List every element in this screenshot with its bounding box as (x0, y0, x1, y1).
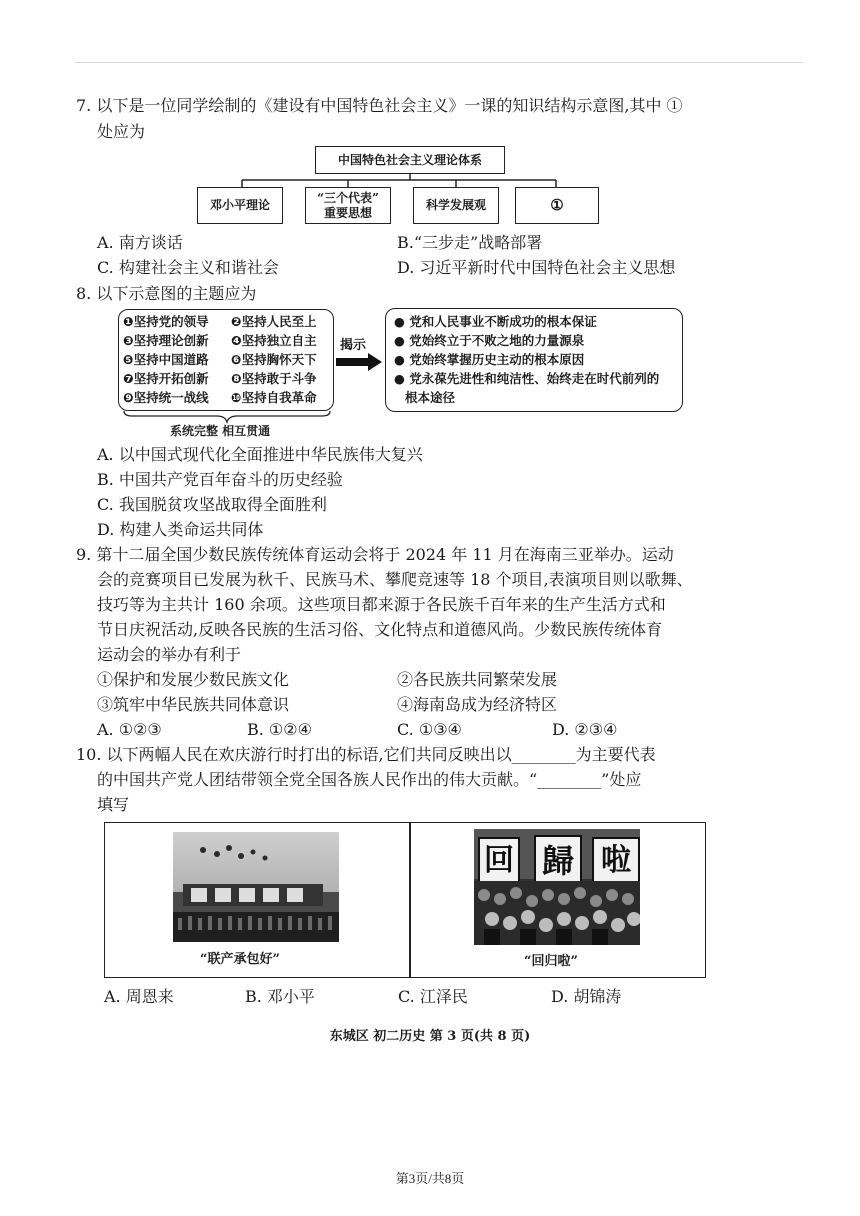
q8-item-6: ❻坚持胸怀天下 (231, 352, 317, 367)
q7-stem-line2: 处应为 (97, 122, 146, 141)
q7-option-b[interactable]: B.“三步走”战略部署 (397, 233, 543, 252)
q8-item-7: ❼坚持开拓创新 (123, 371, 209, 386)
q7-box-blank: ① (515, 187, 599, 224)
q9-stem-line4: 节日庆祝活动,反映各民族的生活习俗、文化特点和道德风尚。少数民族传统体育 (97, 620, 663, 639)
q9-option-b[interactable]: B. ①②④ (247, 720, 312, 739)
page-footer: 东城区 初二历史 第 3 页(共 8 页) (329, 1029, 531, 1044)
q10-photo-1 (173, 832, 339, 942)
q10-photo-2-caption: “回归啦” (524, 954, 578, 969)
q8-item-9: ❾坚持统一战线 (123, 390, 209, 405)
q8-option-c[interactable]: C. 我国脱贫攻坚战取得全面胜利 (97, 495, 327, 514)
q9-item-4: ④海南岛成为经济特区 (397, 695, 558, 714)
q7-box-deng: 邓小平理论 (197, 187, 283, 224)
q7-box-three-represents-l1: “三个代表” (317, 190, 379, 205)
q10-photo-2-crowd (474, 881, 640, 945)
q8-item-4: ❹坚持独立自主 (231, 333, 317, 348)
q10-photo-1-caption: “联产承包好” (200, 952, 280, 967)
q9-option-a[interactable]: A. ①②③ (97, 720, 162, 739)
q10-stem-line3: 填写 (97, 795, 130, 814)
q8-right-item-3: ● 党始终掌握历史主动的根本原因 (394, 352, 585, 367)
q9-option-c[interactable]: C. ①③④ (397, 720, 462, 739)
q7-diagram-top-box: 中国特色社会主义理论体系 (315, 146, 505, 174)
q8-stem: 8. 以下示意图的主题应为 (76, 284, 257, 303)
q10-option-b[interactable]: B. 邓小平 (245, 987, 315, 1006)
q7-box-scientific: 科学发展观 (413, 187, 499, 224)
q8-item-1: ❶坚持党的领导 (123, 314, 209, 329)
q9-stem-line5: 运动会的举办有利于 (97, 645, 242, 664)
q8-left-caption: 系统完整 相互贯通 (170, 424, 271, 438)
q9-item-1: ①保护和发展少数民族文化 (97, 670, 290, 689)
arrow-right-icon (336, 352, 384, 372)
q9-stem-line1: 9. 第十二届全国少数民族传统体育运动会将于 2024 年 11 月在海南三亚举办。运动 (76, 545, 674, 564)
q8-option-b[interactable]: B. 中国共产党百年奋斗的历史经验 (97, 470, 343, 489)
q8-option-d[interactable]: D. 构建人类命运共同体 (97, 520, 264, 539)
q10-photo-2-banner-3: 啦 (592, 837, 640, 885)
q7-box-three-represents-l2: 重要思想 (323, 205, 372, 220)
q7-option-c[interactable]: C. 构建社会主义和谐社会 (97, 258, 279, 277)
q7-option-d[interactable]: D. 习近平新时代中国特色社会主义思想 (397, 258, 676, 277)
q8-item-2: ❷坚持人民至上 (231, 314, 317, 329)
q9-stem-line2: 会的竞赛项目已发展为秋千、民族马术、攀爬竞速等 18 个项目,表演项目则以歌舞、 (97, 570, 693, 589)
q10-stem-line1: 10. 以下两幅人民在欢庆游行时打出的标语,它们共同反映出以________为主要代表 (76, 745, 656, 764)
q8-right-item-4-cont: 根本途径 (405, 390, 456, 405)
q8-right-item-1: ● 党和人民事业不断成功的根本保证 (394, 314, 597, 329)
q9-item-2: ②各民族共同繁荣发展 (397, 670, 558, 689)
q8-item-10: ❿坚持自我革命 (231, 390, 317, 405)
q7-option-a[interactable]: A. 南方谈话 (97, 233, 183, 252)
q10-photo-2 (474, 829, 640, 945)
q10-option-a[interactable]: A. 周恩来 (104, 987, 174, 1006)
q8-arrow-label: 揭示 (340, 338, 367, 353)
page-indicator: 第3页/共8页 (395, 1171, 465, 1186)
q8-right-item-4: ● 党永葆先进性和纯洁性、始终走在时代前列的 (394, 371, 660, 386)
q8-item-3: ❸坚持理论创新 (123, 333, 209, 348)
q10-option-c[interactable]: C. 江泽民 (398, 987, 468, 1006)
q10-photo-2-banner-2: 歸 (534, 835, 582, 887)
q7-stem-line1: 7. 以下是一位同学绘制的《建设有中国特色社会主义》一课的知识结构示意图,其中 ① (76, 96, 683, 115)
q7-box-three-represents (305, 187, 391, 224)
q10-photo-2-banner-1: 回 (478, 837, 520, 885)
q10-photo-divider (409, 822, 411, 978)
q8-right-item-2: ● 党始终立于不败之地的力量源泉 (394, 333, 585, 348)
q8-item-8: ❽坚持敢于斗争 (231, 371, 317, 386)
q10-stem-line2: 的中国共产党人团结带领全党全国各族人民作出的伟大贡献。“________”处应 (97, 770, 642, 789)
q8-item-5: ❺坚持中国道路 (123, 352, 209, 367)
q9-stem-line3: 技巧等为主共计 160 余项。这些项目都来源于各民族千百年来的生产生活方式和 (97, 595, 666, 614)
q8-option-a[interactable]: A. 以中国式现代化全面推进中华民族伟大复兴 (97, 445, 423, 464)
q9-option-d[interactable]: D. ②③④ (552, 720, 618, 739)
q10-option-d[interactable]: D. 胡锦涛 (551, 987, 622, 1006)
q9-item-3: ③筑牢中华民族共同体意识 (97, 695, 290, 714)
